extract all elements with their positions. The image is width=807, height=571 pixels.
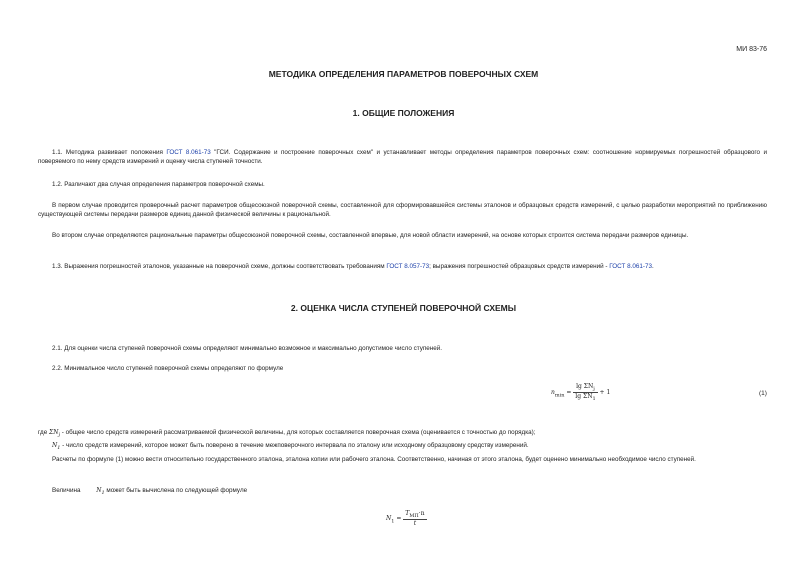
formula-1-fraction [573, 383, 597, 402]
formula-1-denominator [573, 393, 597, 402]
where-text-b: - общее число средств измерений рассматриваемой физической величины, для которых составляется поверочная схема (оценивается с точностью до порядка); [60, 429, 536, 436]
paragraph-1-1-text-a: 1.1. Методика развивает положения [52, 149, 167, 156]
value-n1-symbol [82, 486, 104, 498]
where-text-c: - число средств измерений, которое может быть поверено в течение межповерочного интервала по эталону или исходному образцовому средству измерений. [60, 442, 529, 449]
gost-8-061-73-link-2[interactable]: ГОСТ 8.061-73 [609, 263, 652, 270]
value-text-b: может быть вычислена по следующей формуле [104, 487, 248, 494]
n1-symbol-text: N [52, 442, 58, 449]
where-text-a: где [38, 429, 49, 436]
paragraph-1-2-second-case: Во втором случае определяются рациональные параметры общесоюзной поверочной схемы, составленной впервые, для новой области измерений, на основе которых строится система передачи размеров единицы. [52, 232, 689, 239]
formula-2-numerator [403, 510, 426, 520]
section-2-heading: 2. ОЦЕНКА ЧИСЛА СТУПЕНЕЙ ПОВЕРОЧНОЙ СХЕМЫ [290, 303, 517, 313]
formula-2-numerator-sub: МП [409, 513, 419, 520]
document-code: МИ 83-76 [736, 46, 767, 53]
formula-1-lhs: n [551, 389, 555, 397]
formula-1-denominator-text: lg ΣN [575, 393, 593, 401]
where-sigma-n-definition [38, 428, 767, 440]
formula-1-numerator-sub: j [593, 386, 595, 393]
paragraph-1-2: 1.2. Различают два случая определения параметров поверочной схемы. [52, 181, 265, 188]
formula-2-numerator-tail: ·n [418, 510, 425, 517]
paragraph-1-3-text-c: . [651, 263, 654, 270]
paragraph-2-2: 2.2. Минимальное число ступеней поверочной схемы определяют по формуле [52, 365, 284, 372]
paragraph-1-2-first-case: В первом случае проводится проверочный расчет параметров общесоюзной поверочной схемы, составленной для сформировавшейся системы эталонов и образцовых средств измерений, с целью разработки мероприятий по приближению существующей системы передачи размеров единиц данной физической величины к рациональной. [38, 202, 767, 218]
paragraph-1-3 [38, 262, 767, 271]
section-1-heading: 1. ОБЩИЕ ПОЛОЖЕНИЯ [352, 108, 455, 118]
gost-8-061-73-link[interactable]: ГОСТ 8.061-73 [166, 149, 211, 156]
formula-1-number: (1) [759, 390, 767, 397]
value-n1-symbol-text: N [96, 487, 102, 494]
formula-2 [386, 510, 427, 527]
value-text-a: Величина [52, 487, 83, 494]
value-n1-symbol-sub: 1 [101, 490, 105, 497]
formula-1-equals: = [564, 389, 574, 397]
n1-symbol-sub: 1 [57, 445, 61, 452]
formula-1-tail: + 1 [597, 389, 611, 397]
value-n1-paragraph [38, 486, 767, 498]
formula-2-lhs-sub: 1 [391, 518, 395, 525]
sigma-n-symbol-text: ΣN [48, 429, 59, 436]
formula-2-denominator-text: t [413, 520, 417, 528]
gost-8-057-73-link[interactable]: ГОСТ 8.057-73 [386, 263, 430, 270]
where-n1-definition [52, 441, 767, 453]
formula-2-numerator-text: T [405, 510, 410, 517]
formula-2-fraction [403, 510, 426, 527]
calculation-note: Расчеты по формуле (1) можно вести относительно государственного эталона, эталона копии или рабочего эталона. Соответственно, начиная от этого эталона, будет оценено минимально необходимое число ступеней. [52, 456, 696, 463]
formula-1-lhs-sub: min [554, 392, 565, 399]
formula-1-numerator [573, 383, 597, 393]
paragraph-2-1: 2.1. Для оценки числа ступеней поверочной схемы определяют минимально возможное и максимально допустимое число ступеней. [52, 345, 443, 352]
formula-2-lhs: N [386, 515, 392, 523]
paragraph-1-3-text-b: ; выражения погрешностей образцовых средств измерений - [429, 263, 610, 270]
document-title: МЕТОДИКА ОПРЕДЕЛЕНИЯ ПАРАМЕТРОВ ПОВЕРОЧНЫХ СХЕМ [268, 69, 539, 79]
sigma-n-symbol [49, 428, 60, 440]
sigma-n-symbol-sub: j [58, 432, 61, 439]
paragraph-1-1-text-b: "ГСИ. Содержание и построение поверочных схем" и устанавливает методы определения параметров поверочных схем: соотношение нормируемых погрешностей образцового и поверяемого по нему средств измерений и оценку числа ступеней точности. [38, 149, 767, 165]
paragraph-1-1 [38, 148, 767, 166]
formula-1 [551, 383, 610, 402]
paragraph-1-3-text-a: 1.3. Выражения погрешностей эталонов, указанные на поверочной схеме, должны соответствовать требованиям [52, 263, 387, 270]
formula-1-denominator-sub: 1 [592, 396, 596, 403]
formula-1-numerator-text: lg ΣN [576, 383, 594, 390]
formula-2-denominator [403, 520, 426, 527]
formula-2-equals: = [394, 515, 404, 523]
